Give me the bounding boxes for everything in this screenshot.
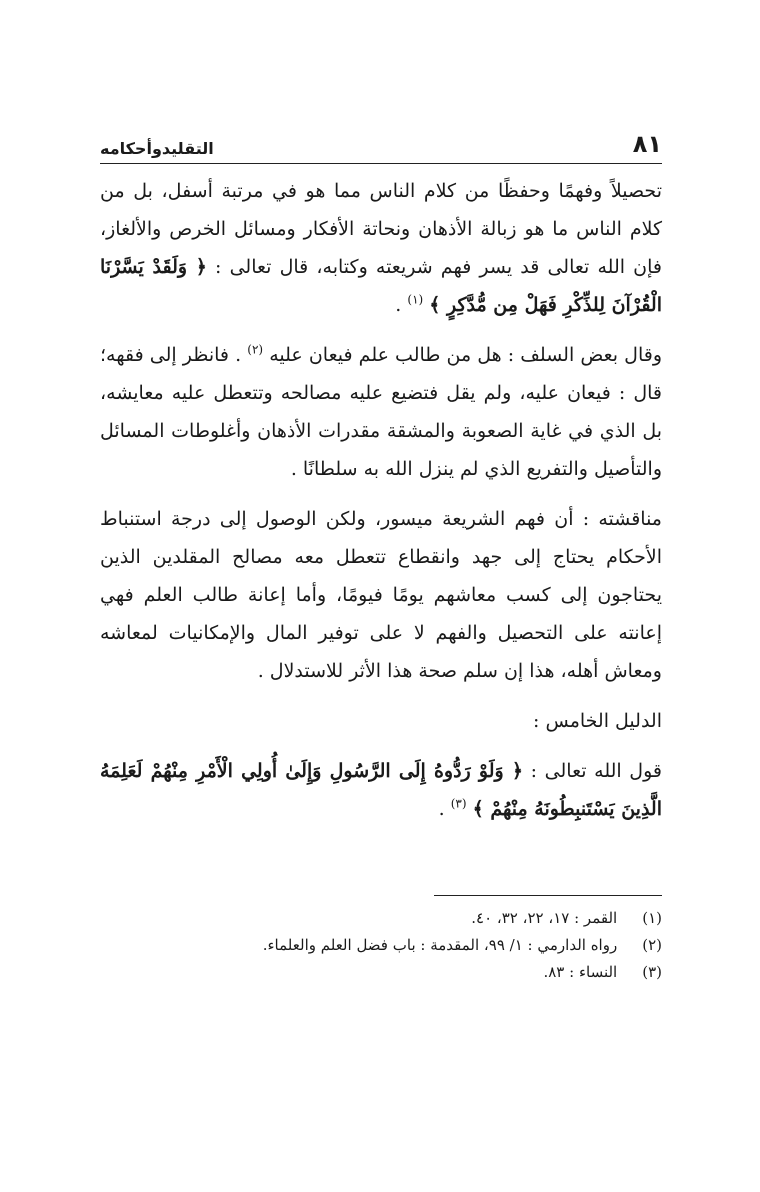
footnote-rule — [434, 895, 662, 896]
footnote-ref-1: (١) — [407, 292, 424, 307]
footnote-number: (١) — [642, 909, 662, 927]
paragraph-3: مناقشته : أن فهم الشريعة ميسور، ولكن الوصول إلى درجة استنباط الأحكام يحتاج إلى جهد وانقطاع تتعطل معه مصالح المقلدين الذين يحتاجون إلى كسب معاشهم يومًا فيومًا، وأما إعانة طالب العلم فهي إعانته على التحصيل والفهم لا على توفير المال والإمكانيات لمعاشه ومعاش أهله، هذا إن سلم صحة هذا الأثر للاستدلال . — [100, 508, 662, 682]
paragraph-2 — [100, 336, 662, 488]
running-title: التقليدوأحكامه — [100, 139, 214, 158]
footnote-ref-3: (٣) — [450, 796, 467, 811]
quran-verse-1: ﴿ وَلَقَدْ يَسَّرْنَا الْقُرْآنَ لِلذِّكْرِ فَهَلْ مِن مُّدَّكِرٍ ﴾ — [100, 256, 662, 316]
footnote-number: (٣) — [642, 963, 662, 981]
section-heading: الدليل الخامس : — [533, 710, 662, 732]
paragraph-2-start: وقال بعض السلف : هل من طالب علم فيعان عليه — [269, 344, 663, 366]
footnotes — [100, 905, 662, 986]
paragraph-1-text: تحصيلاً وفهمًا وحفظًا من كلام الناس مما هو في مرتبة أسفل، بل من كلام الناس ما هو زبالة الأذهان ونحاتة الأفكار ومسائل الخرص والألغاز، فإن الله تعالى قد يسر فهم شريعته وكتابه، قال تعالى : — [100, 180, 662, 278]
footnote-text: القمر : ١٧، ٢٢، ٣٢، ٤٠. — [471, 909, 618, 927]
body-text — [100, 172, 662, 840]
paragraph-1 — [100, 172, 662, 324]
page-number: ٨١ — [632, 130, 662, 158]
paragraph-4-end: . — [438, 798, 445, 820]
footnote-1 — [100, 905, 662, 932]
quran-verse-2: ﴿ وَلَوْ رَدُّوهُ إِلَى الرَّسُولِ وَإِلَىٰ أُولِي الْأَمْرِ مِنْهُمْ لَعَلِمَهُ الَّذِينَ يَسْتَنبِطُونَهُ مِنْهُمْ ﴾ — [100, 760, 662, 820]
footnote-ref-2: (٢) — [247, 342, 264, 357]
footnote-text: رواه الدارمي : ١/ ٩٩، المقدمة : باب فضل العلم والعلماء. — [262, 936, 618, 954]
footnote-text: النساء : ٨٣. — [543, 963, 618, 981]
header-rule — [100, 163, 662, 164]
footnote-number: (٢) — [642, 936, 662, 954]
footnote-3 — [100, 959, 662, 986]
paragraph-4-start: قول الله تعالى : — [530, 760, 663, 782]
paragraph-4 — [100, 752, 662, 828]
page-header — [100, 128, 662, 158]
paragraph-2-rest: . فانظر إلى فقهه؛ قال : فيعان عليه، ولم يقل فتضيع عليه مصالحه وتتعطل عليه معايشه، بل الذي في غاية الصعوبة والمشقة مقدرات الأذهان وأغلوطات المسائل والتأصيل والتفريع الذي لم ينزل الله به سلطانًا . — [100, 344, 662, 480]
footnote-2 — [100, 932, 662, 959]
paragraph-1-end: . — [395, 294, 402, 316]
